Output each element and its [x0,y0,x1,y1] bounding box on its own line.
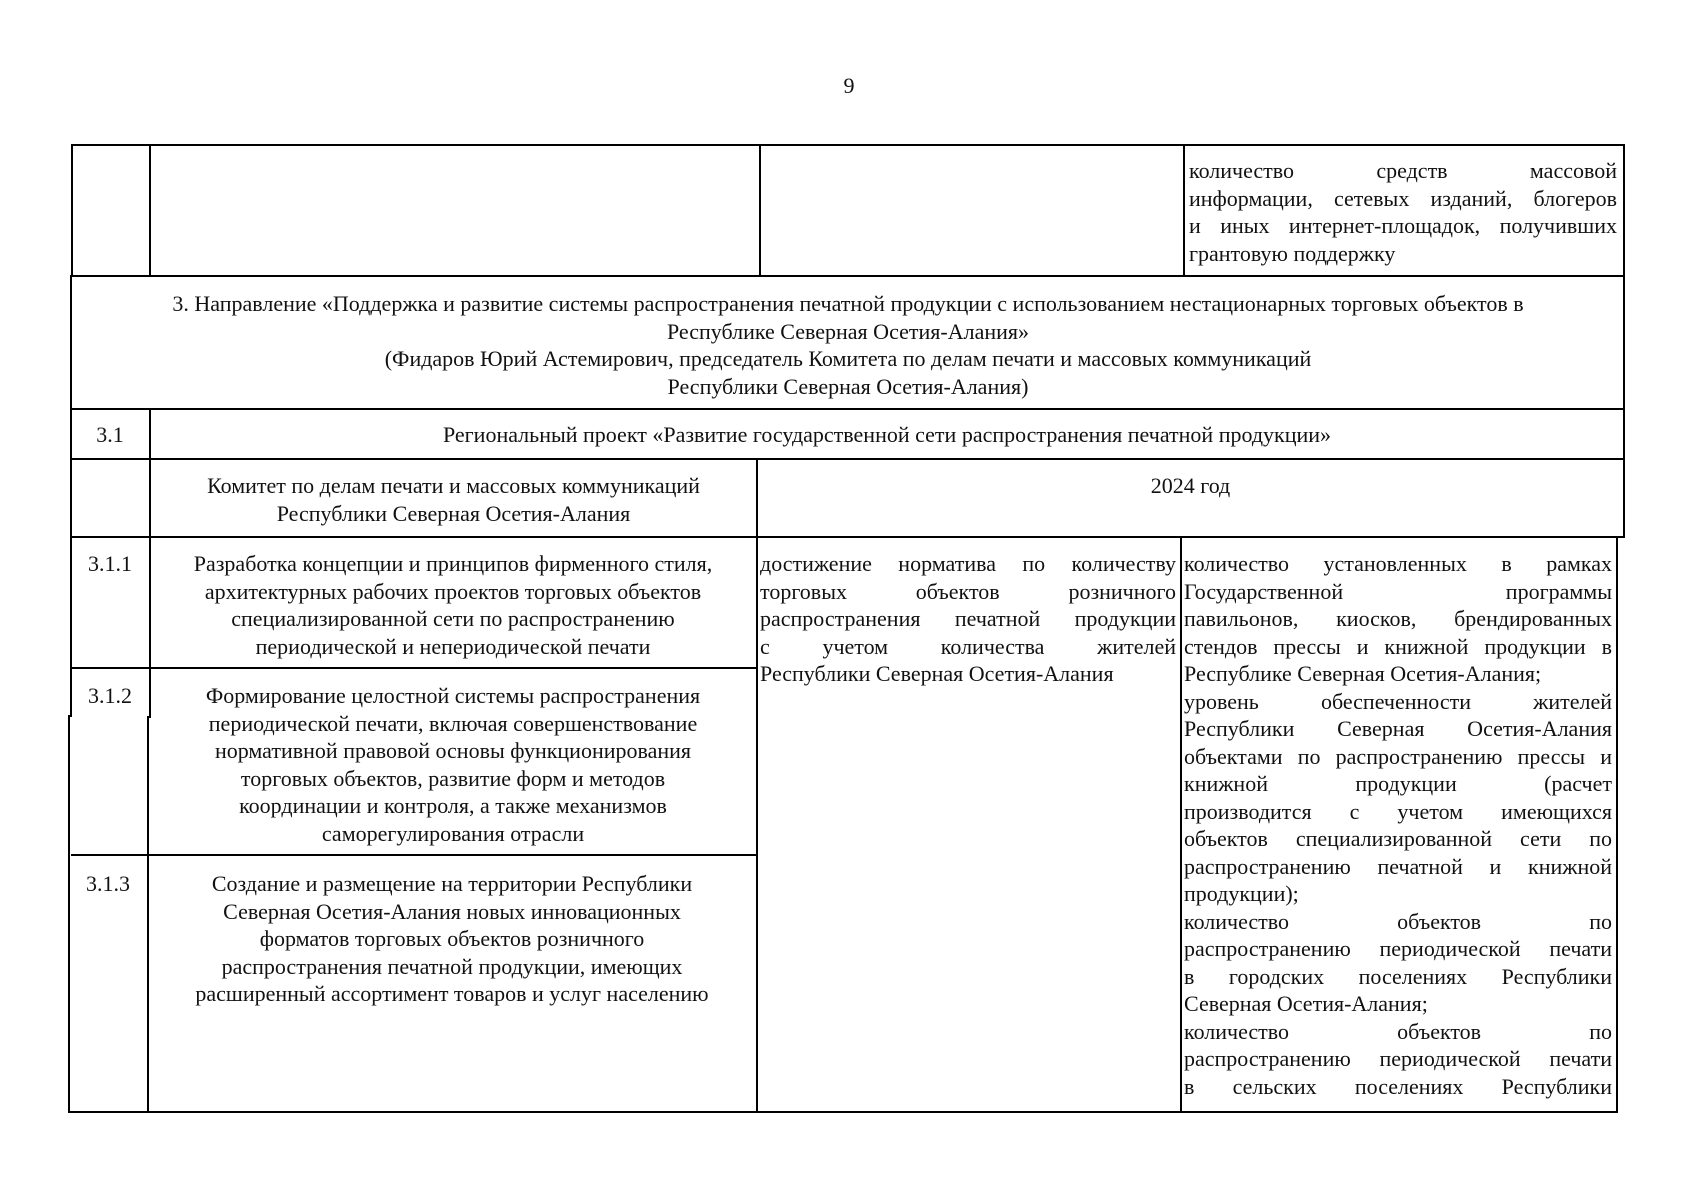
row-divider [71,667,756,669]
indicator-line: Государственной программы [1184,578,1612,604]
project-number: 3.1 [96,422,124,447]
column-divider [147,716,149,1113]
indicator-line: грантовую поддержку [1189,240,1396,266]
indicator-line: Республики Северная Осетия-Алания [1184,716,1612,741]
row-divider [71,275,1625,277]
task-number: 3.1.3 [86,871,130,896]
task-line: координации и контроля, а также механизмов [239,793,667,818]
task-number: 3.1.2 [88,683,132,708]
table-border-left [70,275,72,717]
indicator-line: распространению периодической печати [1184,936,1612,961]
effect-cell [760,550,1176,688]
task-line: торговых объектов, развитие форм и методов [240,765,666,791]
column-divider [149,144,151,277]
indicator-line: информации, сетевых изданий, блогеров [1189,185,1617,211]
task-line: Разработка концепции и принципов фирменного стиля, [193,551,713,576]
effect-line: Республики Северная Осетия-Алания [760,661,1114,686]
indicator-line: количество объектов по [1184,1018,1612,1044]
direction-title: 3. Направление «Поддержка и развитие системы распространения печатной продукции с использованием нестационарных торговых объектов в [172,291,1524,316]
indicator-line: в сельских поселениях Республики [1184,1073,1612,1099]
task-line: периодической печати, включая совершенствование [208,710,698,736]
task-line: распространения печатной продукции, имеющих [221,953,683,979]
project-title: Региональный проект «Развитие государственной сети распространения печатной продукции» [442,422,1332,447]
column-divider [1183,144,1185,277]
effect-line: достижение норматива по количеству [760,551,1176,576]
row-divider [71,408,1625,410]
executor-name: Комитет по делам печати и массовых коммуникаций [207,473,700,498]
table-border-right [1616,536,1618,1113]
task-number: 3.1.1 [88,551,132,576]
indicator-line: производится с учетом имеющихся [1184,798,1612,824]
row-divider [71,458,1625,460]
indicator-line: павильонов, киосков, брендированных [1184,606,1612,631]
executor-name: Республики Северная Осетия-Алания [276,500,631,526]
direction-header [76,290,1620,400]
direction-title: Республике Северная Осетия-Алания» [666,318,1029,344]
executor-cell [155,472,752,527]
page-number: 9 [843,73,855,98]
direction-responsible: (Фидаров Юрий Астемирович, председатель Комитета по делам печати и массовых коммуникаций [384,346,1312,371]
indicator-line: в городских поселениях Республики [1184,963,1612,989]
task-description [151,870,753,1008]
indicator-line: стендов прессы и книжной продукции в [1184,633,1612,659]
indicator-line: уровень обеспеченности жителей [1184,688,1612,714]
task-line: Формирование целостной системы распространения [205,683,701,708]
table-border-bottom [68,1111,1618,1113]
column-divider [759,144,761,277]
task-line: Северная Осетия-Алания новых инновационных [223,898,681,924]
table-border-top [71,144,1625,146]
indicator-line: количество установленных в рамках [1184,551,1612,576]
table-border-left [71,144,73,277]
indicator-line: продукции); [1184,881,1299,906]
indicator-line: Республике Северная Осетия-Алания; [1184,661,1542,686]
task-line: Создание и размещение на территории Республики [211,871,693,896]
indicator-line: Северная Осетия-Алания; [1184,991,1428,1016]
row-divider [71,854,756,856]
indicators-cell [1184,550,1612,1100]
task-line: специализированной сети по распространению [231,606,675,631]
indicator-line: количество объектов по [1184,908,1612,934]
effect-line: распространения печатной продукции [760,606,1176,631]
effect-line: с учетом количества жителей [760,633,1176,659]
indicator-line: распространению периодической печати [1184,1046,1612,1071]
indicator-line: распространению печатной и книжной [1184,853,1612,879]
indicator-line: и иных интернет-площадок, получивших [1189,213,1617,238]
task-line: саморегулирования отрасли [321,820,585,846]
table-border-right [1623,144,1625,538]
effect-line: торговых объектов розничного [760,578,1176,604]
table-border-left [68,715,70,1113]
column-divider [1180,536,1182,1113]
task-description [153,550,753,660]
indicator-cell [1189,157,1617,267]
indicator-line: объектов специализированной сети по [1184,826,1612,851]
task-line: периодической и непериодической печати [255,633,651,659]
row-divider [71,536,1625,538]
task-line: нормативной правовой основы функционирования [214,738,692,763]
column-divider [149,408,151,718]
indicator-line: книжной продукции (расчет [1184,771,1612,796]
period-cell: 2024 год [1150,473,1231,498]
task-description [153,682,753,847]
indicator-line: объектами по распространению прессы и [1184,743,1612,769]
direction-responsible: Республики Северная Осетия-Алания) [667,373,1029,399]
task-line: архитектурных рабочих проектов торговых объектов [204,578,702,604]
indicator-line: количество средств массовой [1189,158,1617,183]
column-divider [756,458,758,1113]
task-line: форматов торговых объектов розничного [259,926,645,951]
task-line: расширенный ассортимент товаров и услуг населению [195,981,709,1006]
